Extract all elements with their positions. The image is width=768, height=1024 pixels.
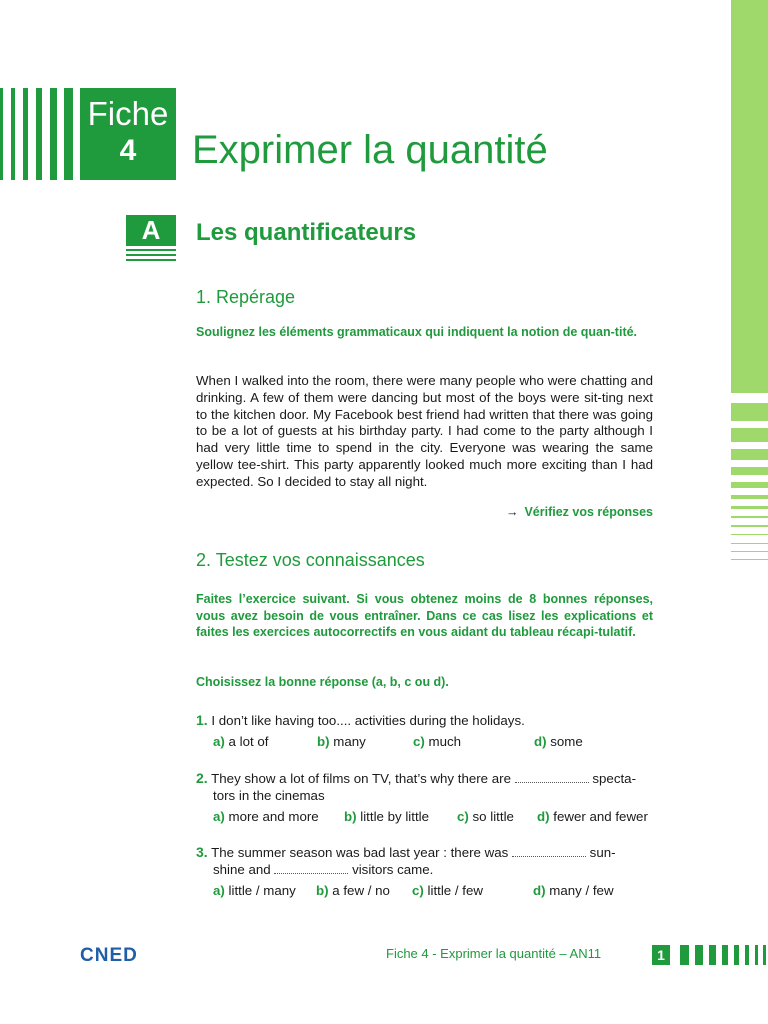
fiche-badge (80, 88, 176, 180)
question-2: 2. They show a lot of films on TV, that’s why there are specta- tors in the cinemas a) more and more b) little by little c) so little d) fewer and fewer (196, 770, 653, 826)
header-stripe (50, 88, 57, 180)
part2-heading: 2. Testez vos connaissances (196, 550, 425, 570)
side-decor-bar (731, 534, 768, 535)
section-underline (126, 249, 176, 251)
side-decor-bar (731, 525, 768, 527)
header-stripe (23, 88, 28, 180)
reading-passage: When I walked into the room, there were many people who were chatting and drinking. A few of them were dancing but most of the boys were sit-ting next to the kitchen door. My Facebook best friend had written that there was going to be a lot of guests at his birthday party. I had come to the party although I had very little time to spend in the city. Everyone was wearing the same yellow tee-shirt. This party apparently looked much more exciting than I had expected. So I decided to stay all night. (196, 373, 653, 489)
question-number: 1. (196, 712, 208, 728)
footer-stripe (734, 945, 739, 965)
footer-stripe (680, 945, 689, 965)
section-underline (126, 259, 176, 261)
part1-instruction: Soulignez les éléments grammaticaux qui indiquent la notion de quan-tité. (196, 325, 638, 339)
question-1 (196, 712, 653, 751)
blank-dots (274, 863, 348, 874)
footer-stripe (755, 945, 758, 965)
option-d[interactable]: d) fewer and fewer (537, 809, 648, 824)
page-title: Exprimer la quantité (192, 128, 548, 172)
side-decor-bar (731, 403, 768, 421)
side-decor-bar (731, 449, 768, 460)
header-stripe (11, 88, 15, 180)
side-decor-bar (731, 559, 768, 560)
question-number: 2. (196, 770, 208, 786)
blank-dots (512, 846, 586, 857)
section-underline (126, 254, 176, 256)
arrow-right-icon: → (505, 505, 519, 519)
option-a[interactable]: a) little / many (213, 883, 296, 898)
side-decor-strip (731, 0, 768, 393)
side-decor-bar (731, 506, 768, 509)
option-d[interactable]: d) many / few (533, 883, 614, 898)
footer-stripe (695, 945, 703, 965)
footer-stripe (709, 945, 716, 965)
option-b[interactable]: b) many (317, 734, 366, 749)
cned-logo: CNED (80, 945, 138, 966)
verify-answers-link[interactable] (506, 505, 653, 519)
option-b[interactable]: b) little by little (344, 809, 429, 824)
footer-stripe (763, 945, 766, 965)
page-number: 1 (652, 945, 670, 965)
question-text-line2: shine and visitors came. (213, 862, 434, 877)
option-c[interactable]: c) much (413, 734, 462, 749)
option-c[interactable]: c) so little (457, 809, 514, 824)
footer-text: Fiche 4 - Exprimer la quantité – AN11 (386, 946, 602, 961)
side-decor-bar (731, 482, 768, 488)
side-decor-bar (731, 467, 768, 475)
footer-stripe (722, 945, 728, 965)
blank-dots (515, 772, 589, 783)
option-c[interactable]: c) little / few (412, 883, 483, 898)
option-a[interactable]: a) more and more (213, 809, 319, 824)
section-title: Les quantificateurs (196, 219, 417, 246)
question-3: 3. The summer season was bad last year : there was sun- shine and visitors came. a) little / many b) a few / no c) little / few d) many / few (196, 844, 653, 900)
header-stripe (36, 88, 42, 180)
question-text-line2: tors in the cinemas (213, 788, 325, 803)
section-letter: A (126, 215, 176, 246)
option-b[interactable]: b) a few / no (316, 883, 390, 898)
question-text: I don’t like having too.... activities during the holidays. (211, 713, 525, 728)
part1-heading: 1. Repérage (196, 287, 296, 307)
footer-stripe (745, 945, 749, 965)
side-decor-bar (731, 516, 768, 518)
side-decor-bar (731, 495, 768, 499)
verify-answers-label: Vérifiez vos réponses (524, 505, 653, 519)
side-decor-bar (731, 551, 768, 552)
header-stripe (64, 88, 73, 180)
question-number: 3. (196, 844, 208, 860)
part2-instruction-choose: Choisissez la bonne réponse (a, b, c ou d). (196, 675, 449, 689)
option-d[interactable]: d) some (534, 734, 583, 749)
fiche-label: Fiche (87, 95, 169, 132)
part2-instruction: Faites l’exercice suivant. Si vous obtenez moins de 8 bonnes réponses, vous avez besoin de vous entraîner. Dans ce cas lisez les explications et faites les exercices autocorrectifs en vous aidant du tableau récapi-tulatif. (196, 592, 653, 639)
fiche-number: 4 (119, 134, 137, 167)
option-a[interactable]: a) a lot of (213, 734, 269, 749)
side-decor-bar (731, 428, 768, 442)
side-decor-bar (731, 543, 768, 544)
header-stripe (0, 88, 3, 180)
